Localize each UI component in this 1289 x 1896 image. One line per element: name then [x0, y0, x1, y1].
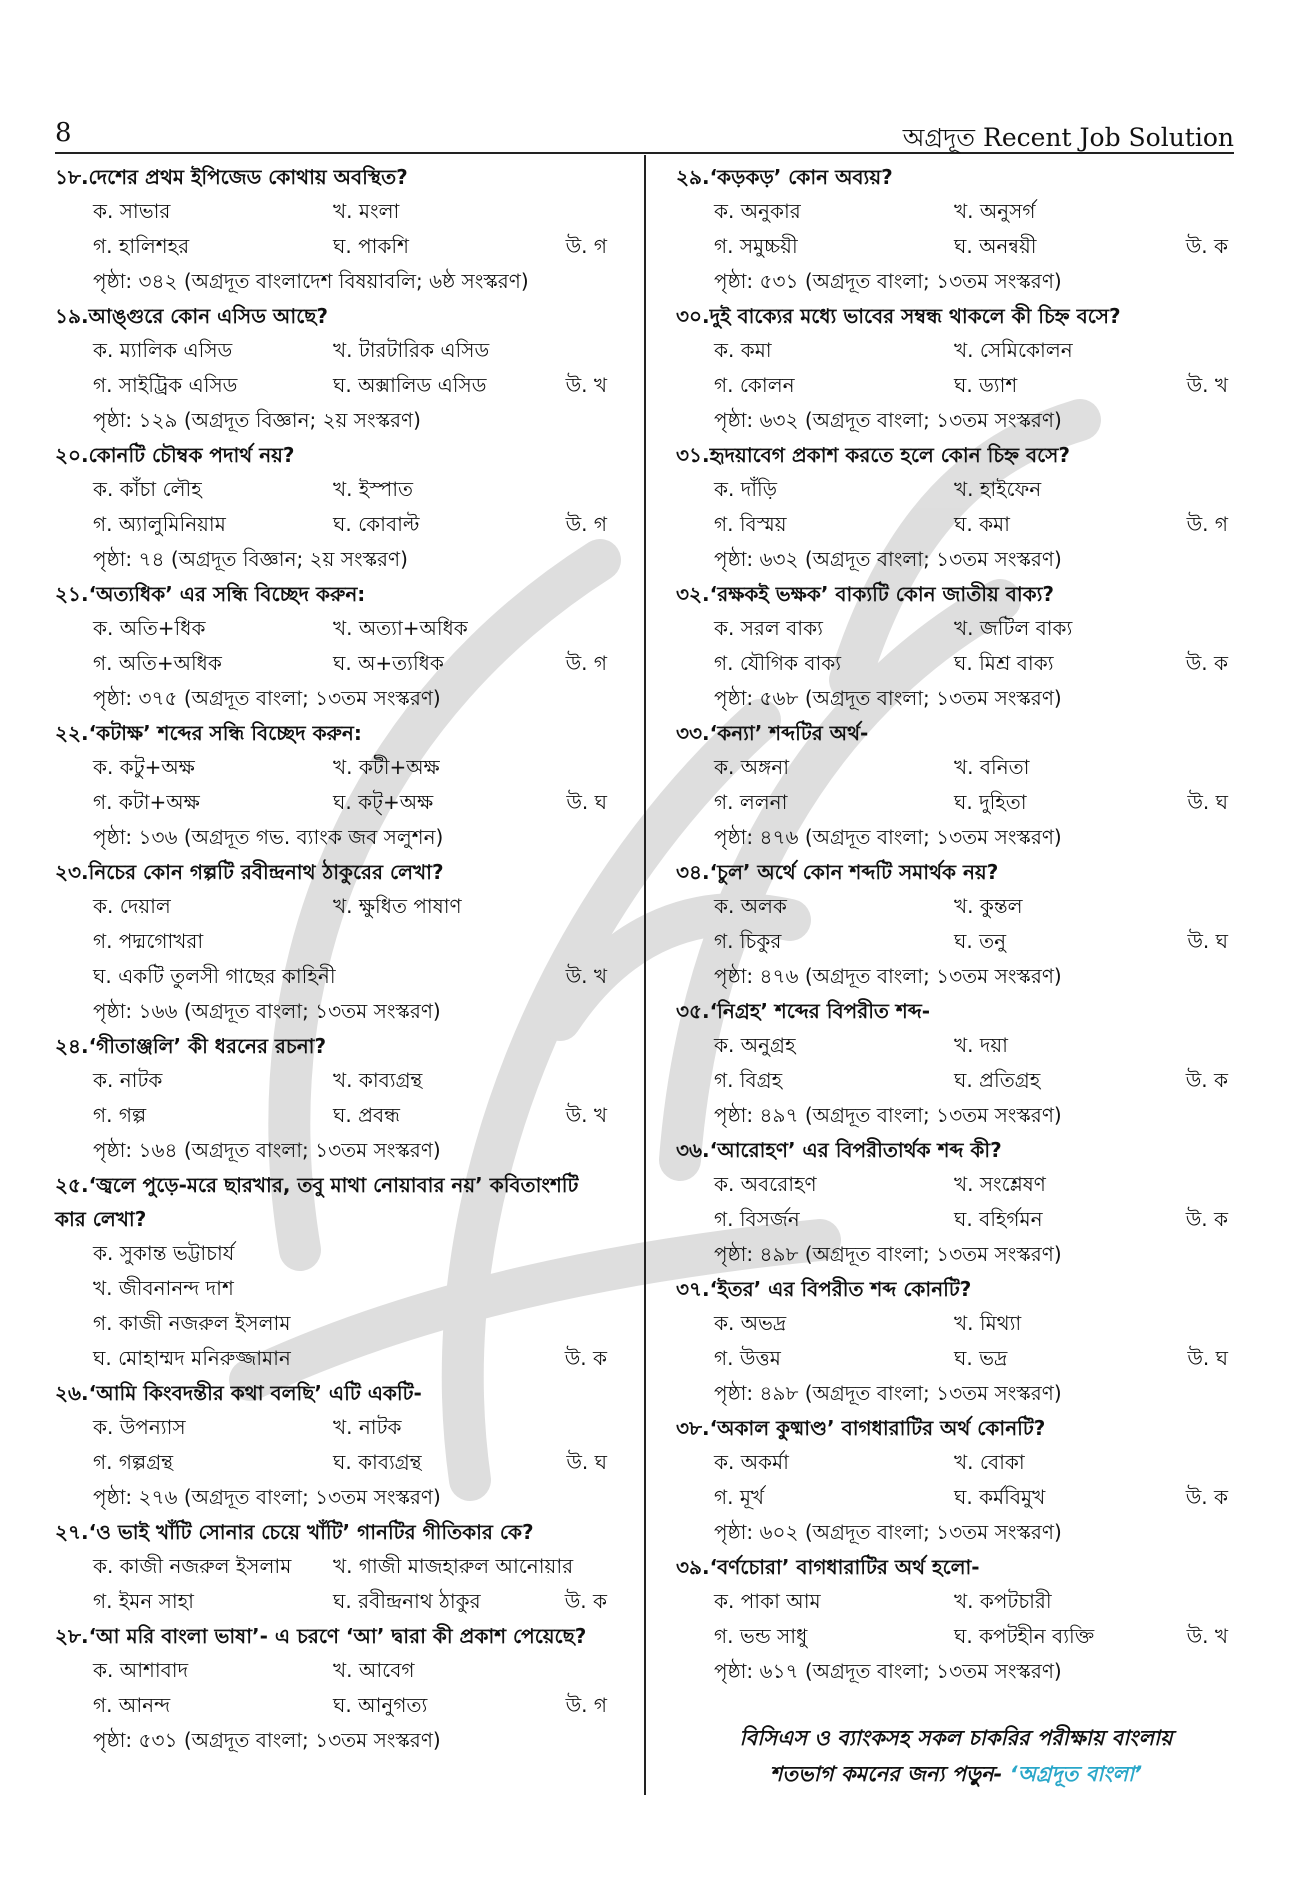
option-row — [55, 1445, 615, 1480]
option-row — [55, 1584, 615, 1619]
page-reference: পৃষ্ঠা: ৫৩১ (অগ্রদূত বাংলা; ১৩তম সংস্করণ) — [714, 269, 1062, 293]
question-text: ২১.‘অত্যধিক’ এর সন্ধি বিচ্ছেদ করুন: — [55, 582, 366, 606]
option-row — [55, 924, 615, 959]
option-text: ক. অবরোহণ — [714, 1172, 817, 1196]
page-number: 8 — [55, 118, 72, 148]
option-row — [676, 507, 1236, 542]
option-text: গ. চিকুর — [714, 929, 782, 953]
question-text: ৩৬.‘আরোহণ’ এর বিপরীতার্থক শব্দ কী? — [676, 1138, 1002, 1162]
option-text: ক. অনুগ্রহ — [714, 1033, 796, 1057]
option-row — [676, 1306, 1236, 1341]
page-reference: পৃষ্ঠা: ৪৭৬ (অগ্রদূত বাংলা; ১৩তম সংস্করণ) — [714, 825, 1062, 849]
option-text: ক. অতি+ধিক — [93, 616, 206, 640]
option-row — [676, 229, 1236, 264]
question-block — [676, 994, 1236, 1133]
question-block — [676, 577, 1236, 716]
option-text: গ. উত্তম — [714, 1346, 781, 1370]
option-text: খ. আবেগ — [333, 1658, 415, 1682]
option-text: ঘ. রবীন্দ্রনাথ ঠাকুর — [333, 1589, 481, 1613]
answer-label: উ. গ — [565, 1693, 607, 1717]
promo-line2-prefix: শতভাগ কমনের জন্য পড়ুন- — [769, 1762, 1003, 1786]
page-reference: পৃষ্ঠা: ৫৬৮ (অগ্রদূত বাংলা; ১৩তম সংস্করণ) — [714, 686, 1062, 710]
question-text: ৩৭.‘ইতর’ এর বিপরীত শব্দ কোনটি? — [676, 1277, 972, 1301]
answer-label: উ. ঘ — [1187, 1346, 1228, 1370]
option-row — [55, 1410, 615, 1445]
option-text: ঘ. আনুগত্য — [333, 1693, 428, 1717]
option-text: খ. অনুসর্গ — [954, 199, 1036, 223]
option-text: গ. হালিশহর — [93, 234, 190, 258]
question-text: ৩৪.‘চুল’ অর্থে কোন শব্দটি সমার্থক নয়? — [676, 860, 999, 884]
option-text: ঘ. মিশ্র বাক্য — [954, 651, 1054, 675]
option-row — [55, 472, 615, 507]
page-reference: পৃষ্ঠা: ৫৩১ (অগ্রদূত বাংলা; ১৩তম সংস্করণ) — [93, 1728, 441, 1752]
option-text: ক. অনুকার — [714, 199, 801, 223]
answer-label: উ. গ — [1186, 512, 1228, 536]
option-row — [676, 472, 1236, 507]
option-text: গ. যৌগিক বাক্য — [714, 651, 842, 675]
option-row — [55, 959, 615, 994]
option-text: খ. কাব্যগ্রন্থ — [333, 1068, 423, 1092]
answer-label: উ. গ — [565, 512, 607, 536]
option-text: খ. বনিতা — [954, 755, 1030, 779]
option-text: ক. অলক — [714, 894, 787, 918]
question-block — [55, 1029, 615, 1168]
option-text: ক. দেয়াল — [93, 894, 171, 918]
page-reference: পৃষ্ঠা: ১২৯ (অগ্রদূত বিজ্ঞান; ২য় সংস্করণ) — [93, 408, 421, 432]
question-block — [55, 1376, 615, 1515]
page-reference: পৃষ্ঠা: ১৩৬ (অগ্রদূত গভ. ব্যাংক জব সলুশন) — [93, 825, 444, 849]
answer-label: উ. খ — [565, 964, 607, 988]
question-text: ৩১.হৃদয়াবেগ প্রকাশ করতে হলে কোন চিহ্ন বসে? — [676, 443, 1070, 467]
option-text: ক. অভদ্র — [714, 1311, 787, 1335]
option-row — [676, 1028, 1236, 1063]
answer-label: উ. ক — [1185, 1068, 1228, 1092]
option-text: ক. অকর্মা — [714, 1450, 789, 1474]
option-row — [676, 1202, 1236, 1237]
option-text: ঘ. কোবাল্ট — [333, 512, 420, 536]
option-row — [55, 785, 615, 820]
page-reference: পৃষ্ঠা: ৩৪২ (অগ্রদূত বাংলাদেশ বিষয়াবলি; ৬ষ্ঠ সংস্করণ) — [93, 269, 529, 293]
answer-label: উ. ক — [1185, 1207, 1228, 1231]
option-text: ঘ. কর্মবিমুখ — [954, 1485, 1046, 1509]
option-text: ঘ. কপটহীন ব্যক্তি — [954, 1624, 1095, 1648]
answer-label: উ. ক — [1185, 651, 1228, 675]
question-text: ২২.‘কটাক্ষ’ শব্দের সন্ধি বিচ্ছেদ করুন: — [55, 721, 362, 745]
option-text: ক. ম্যালিক এসিড — [93, 338, 233, 362]
question-block — [676, 299, 1236, 438]
option-row — [676, 1341, 1236, 1376]
promo-line1: বিসিএস ও ব্যাংকসহ সকল চাকরির পরীক্ষায় বাংলায় — [739, 1726, 1173, 1750]
option-text: গ. বিস্ময় — [714, 512, 787, 536]
question-block — [676, 1411, 1236, 1550]
question-block — [676, 438, 1236, 577]
option-text: ক. সুকান্ত ভট্টাচার্য — [93, 1241, 235, 1265]
option-text: ক. কাঁচা লৌহ — [93, 477, 202, 501]
option-text: গ. সমুচ্চয়ী — [714, 234, 798, 258]
option-text: ঘ. অ+ত্যধিক — [333, 651, 444, 675]
left-column — [55, 160, 615, 1758]
option-row — [55, 1688, 615, 1723]
question-text: ১৯.আঙ্গুরে কোন এসিড আছে? — [55, 304, 329, 328]
option-text: গ. আনন্দ — [93, 1693, 171, 1717]
question-text: ৩৮.‘অকাল কুষ্মাণ্ড’ বাগধারাটির অর্থ কোনটি? — [676, 1416, 1046, 1440]
option-row — [55, 1549, 615, 1584]
option-text: খ. গাজী মাজহারুল আনোয়ার — [333, 1554, 574, 1578]
page-reference: পৃষ্ঠা: ৪৯৮ (অগ্রদূত বাংলা; ১৩তম সংস্করণ) — [714, 1242, 1062, 1266]
option-text: ঘ. একটি তুলসী গাছের কাহিনী — [93, 964, 336, 988]
option-row — [55, 1653, 615, 1688]
answer-label: উ. ঘ — [566, 1450, 607, 1474]
option-text: খ. ক্ষুধিত পাষাণ — [333, 894, 462, 918]
option-row — [676, 646, 1236, 681]
option-text: খ. ইস্পাত — [333, 477, 413, 501]
question-text: ৩৩.‘কন্যা’ শব্দটির অর্থ- — [676, 721, 869, 745]
option-text: গ. গল্পগ্রন্থ — [93, 1450, 173, 1474]
option-row — [55, 1341, 615, 1376]
option-text: গ. অ্যালুমিনিয়াম — [93, 512, 226, 536]
option-text: ঘ. ভদ্র — [954, 1346, 1008, 1370]
option-text: ক. অঙ্গনা — [714, 755, 790, 779]
option-row — [55, 507, 615, 542]
promo-banner — [676, 1720, 1236, 1792]
option-text: খ. বোকা — [954, 1450, 1025, 1474]
option-row — [55, 889, 615, 924]
option-text: ঘ. অনন্বয়ী — [954, 234, 1037, 258]
page-reference: পৃষ্ঠা: ১৬৬ (অগ্রদূত বাংলা; ১৩তম সংস্করণ) — [93, 999, 441, 1023]
page-reference: পৃষ্ঠা: ২৭৬ (অগ্রদূত বাংলা; ১৩তম সংস্করণ) — [93, 1485, 441, 1509]
question-block — [55, 299, 615, 438]
page-header — [55, 112, 1234, 154]
option-text: গ. কাজী নজরুল ইসলাম — [93, 1311, 291, 1335]
question-text: ২৩.নিচের কোন গল্পটি রবীন্দ্রনাথ ঠাকুরের লেখা? — [55, 860, 444, 884]
option-text: ঘ. প্রবন্ধ — [333, 1103, 400, 1127]
option-row — [55, 229, 615, 264]
option-text: ক. উপন্যাস — [93, 1415, 186, 1439]
option-row — [55, 1271, 615, 1306]
option-text: ক. নাটক — [93, 1068, 163, 1092]
option-row — [55, 194, 615, 229]
option-text: ঘ. দুহিতা — [954, 790, 1027, 814]
question-text: ২৪.‘গীতাঞ্জলি’ কী ধরনের রচনা? — [55, 1034, 327, 1058]
answer-label: উ. ক — [564, 1346, 607, 1370]
answer-label: উ. গ — [565, 234, 607, 258]
option-row — [676, 333, 1236, 368]
page-reference: পৃষ্ঠা: ৪৯৭ (অগ্রদূত বাংলা; ১৩তম সংস্করণ) — [714, 1103, 1062, 1127]
option-text: ঘ. ড্যাশ — [954, 373, 1018, 397]
question-text: ৩২.‘রক্ষকই ভক্ষক’ বাক্যটি কোন জাতীয় বাক্য? — [676, 582, 1055, 606]
option-text: খ. জটিল বাক্য — [954, 616, 1073, 640]
answer-label: উ. খ — [565, 1103, 607, 1127]
option-text: গ. বিগ্রহ — [714, 1068, 783, 1092]
page-reference: পৃষ্ঠা: ৪৭৬ (অগ্রদূত বাংলা; ১৩তম সংস্করণ) — [714, 964, 1062, 988]
option-row — [55, 368, 615, 403]
option-row — [676, 1584, 1236, 1619]
question-block — [676, 1550, 1236, 1689]
page-reference: পৃষ্ঠা: ৭৪ (অগ্রদূত বিজ্ঞান; ২য় সংস্করণ) — [93, 547, 408, 571]
option-row — [676, 1445, 1236, 1480]
option-text: ক. কটু+অক্ষ — [93, 755, 195, 779]
answer-label: উ. ক — [1185, 234, 1228, 258]
question-text: ২৯.‘কড়কড়’ কোন অব্যয়? — [676, 165, 893, 189]
option-row — [55, 1236, 615, 1271]
option-text: ঘ. কাব্যগ্রন্থ — [333, 1450, 422, 1474]
option-text: গ. বিসর্জন — [714, 1207, 800, 1231]
question-text: ৩৯.‘বর্ণচোরা’ বাগধারাটির অর্থ হলো- — [676, 1555, 980, 1579]
option-text: ক. কমা — [714, 338, 772, 362]
page-reference: পৃষ্ঠা: ৬৩২ (অগ্রদূত বাংলা; ১৩তম সংস্করণ) — [714, 547, 1062, 571]
answer-label: উ. গ — [565, 651, 607, 675]
option-text: গ. ইমন সাহা — [93, 1589, 194, 1613]
option-text: ঘ. কমা — [954, 512, 1010, 536]
column-divider — [644, 155, 646, 1795]
option-row — [55, 646, 615, 681]
question-block — [676, 1133, 1236, 1272]
question-text: ২৭.‘ও ভাই খাঁটি সোনার চেয়ে খাঁটি’ গানটির গীতিকার কে? — [55, 1520, 534, 1544]
promo-brand: ‘অগ্রদূত বাংলা’ — [1009, 1762, 1143, 1786]
option-text: ক. দাঁড়ি — [714, 477, 778, 501]
question-text: ২৮.‘আ মরি বাংলা ভাষা’- এ চরণে ‘আ’ দ্বারা কী প্রকাশ পেয়েছে? — [55, 1624, 587, 1648]
answer-label: উ. খ — [1186, 373, 1228, 397]
page-reference: পৃষ্ঠা: ৬১৭ (অগ্রদূত বাংলা; ১৩তম সংস্করণ) — [714, 1659, 1062, 1683]
option-row — [55, 1306, 615, 1341]
question-text: ৩০.দুই বাক্যের মধ্যে ভাবের সম্বন্ধ থাকলে কী চিহ্ন বসে? — [676, 304, 1121, 328]
option-text: ঘ. পাকশি — [333, 234, 409, 258]
option-text: গ. কোলন — [714, 373, 795, 397]
option-text: ক. কাজী নজরুল ইসলাম — [93, 1554, 292, 1578]
option-row — [676, 785, 1236, 820]
option-row — [676, 1063, 1236, 1098]
option-row — [55, 1063, 615, 1098]
option-row — [55, 1098, 615, 1133]
option-row — [676, 750, 1236, 785]
option-text: খ. দয়া — [954, 1033, 1008, 1057]
option-row — [676, 889, 1236, 924]
page-reference: পৃষ্ঠা: ১৬৪ (অগ্রদূত বাংলা; ১৩তম সংস্করণ) — [93, 1138, 441, 1162]
option-text: গ. অতি+অধিক — [93, 651, 222, 675]
question-block — [676, 716, 1236, 855]
option-text: খ. কটী+অক্ষ — [333, 755, 440, 779]
option-text: গ. সাইট্রিক এসিড — [93, 373, 238, 397]
option-text: গ. কটা+অক্ষ — [93, 790, 200, 814]
question-block — [676, 855, 1236, 994]
option-row — [676, 194, 1236, 229]
question-text: ১৮.দেশের প্রথম ইপিজেড কোথায় অবস্থিত? — [55, 165, 408, 189]
question-block — [55, 160, 615, 299]
question-block — [55, 577, 615, 716]
answer-label: উ. ঘ — [1187, 929, 1228, 953]
option-row — [55, 611, 615, 646]
option-text: ঘ. বহির্গমন — [954, 1207, 1043, 1231]
option-row — [676, 1167, 1236, 1202]
option-row — [676, 611, 1236, 646]
option-text: ঘ. মোহাম্মদ মনিরুজ্জামান — [93, 1346, 291, 1370]
page-title: অগ্রদূত Recent Job Solution — [902, 123, 1234, 152]
option-text: ঘ. অক্সালিড এসিড — [333, 373, 487, 397]
option-text: খ. সংশ্লেষণ — [954, 1172, 1046, 1196]
right-column — [676, 160, 1236, 1689]
promo-line2 — [676, 1756, 1236, 1792]
page-reference: পৃষ্ঠা: ৬৩২ (অগ্রদূত বাংলা; ১৩তম সংস্করণ) — [714, 408, 1062, 432]
option-text: খ. মংলা — [333, 199, 400, 223]
option-text: গ. গল্প — [93, 1103, 147, 1127]
option-text: গ. ভন্ড সাধু — [714, 1624, 808, 1648]
question-block — [55, 716, 615, 855]
option-text: ক. সাভার — [93, 199, 171, 223]
question-block — [55, 1619, 615, 1758]
option-text: গ. পদ্মগোখরা — [93, 929, 204, 953]
option-text: খ. জীবনানন্দ দাশ — [93, 1276, 234, 1300]
question-block — [55, 855, 615, 1029]
option-row — [55, 333, 615, 368]
question-text: ২৬.‘আমি কিংবদন্তীর কথা বলছি’ এটি একটি- — [55, 1381, 422, 1405]
option-text: ঘ. প্রতিগ্রহ — [954, 1068, 1041, 1092]
question-block — [676, 1272, 1236, 1411]
question-block — [676, 160, 1236, 299]
option-text: গ. ললনা — [714, 790, 788, 814]
option-text: খ. নাটক — [333, 1415, 402, 1439]
page-reference: পৃষ্ঠা: ৪৯৮ (অগ্রদূত বাংলা; ১৩তম সংস্করণ) — [714, 1381, 1062, 1405]
answer-label: উ. ঘ — [1187, 790, 1228, 814]
option-text: খ. মিথ্যা — [954, 1311, 1022, 1335]
option-text: ঘ. কট্+অক্ষ — [333, 790, 434, 814]
option-text: গ. মূর্খ — [714, 1485, 765, 1509]
page-reference: পৃষ্ঠা: ৬০২ (অগ্রদূত বাংলা; ১৩তম সংস্করণ) — [714, 1520, 1062, 1544]
answer-label: উ. ক — [1185, 1485, 1228, 1509]
option-text: খ. কুন্তল — [954, 894, 1023, 918]
option-text: ক. পাকা আম — [714, 1589, 821, 1613]
option-text: খ. টারটারিক এসিড — [333, 338, 490, 362]
option-text: খ. সেমিকোলন — [954, 338, 1073, 362]
option-text: ক. সরল বাক্য — [714, 616, 823, 640]
option-text: খ. কপটচারী — [954, 1589, 1052, 1613]
question-block — [55, 1515, 615, 1619]
answer-label: উ. ক — [564, 1589, 607, 1613]
page-reference: পৃষ্ঠা: ৩৭৫ (অগ্রদূত বাংলা; ১৩তম সংস্করণ) — [93, 686, 441, 710]
option-text: ঘ. তনু — [954, 929, 1007, 953]
option-row — [676, 1619, 1236, 1654]
option-text: ক. আশাবাদ — [93, 1658, 189, 1682]
option-text: খ. হাইফেন — [954, 477, 1042, 501]
answer-label: উ. খ — [1186, 1624, 1228, 1648]
option-text: খ. অত্যা+অধিক — [333, 616, 468, 640]
option-row — [676, 924, 1236, 959]
question-block — [55, 1168, 615, 1376]
question-text: ২০.কোনটি চৌম্বক পদার্থ নয়? — [55, 443, 295, 467]
option-row — [676, 368, 1236, 403]
option-row — [55, 750, 615, 785]
question-text: ২৫.‘জ্বলে পুড়ে-মরে ছারখার, তবু মাথা নোয়াবার নয়’ কবিতাংশটি কার লেখা? — [55, 1173, 579, 1231]
option-row — [676, 1480, 1236, 1515]
answer-label: উ. ঘ — [566, 790, 607, 814]
answer-label: উ. খ — [565, 373, 607, 397]
question-text: ৩৫.‘নিগ্রহ’ শব্দের বিপরীত শব্দ- — [676, 999, 931, 1023]
question-block — [55, 438, 615, 577]
